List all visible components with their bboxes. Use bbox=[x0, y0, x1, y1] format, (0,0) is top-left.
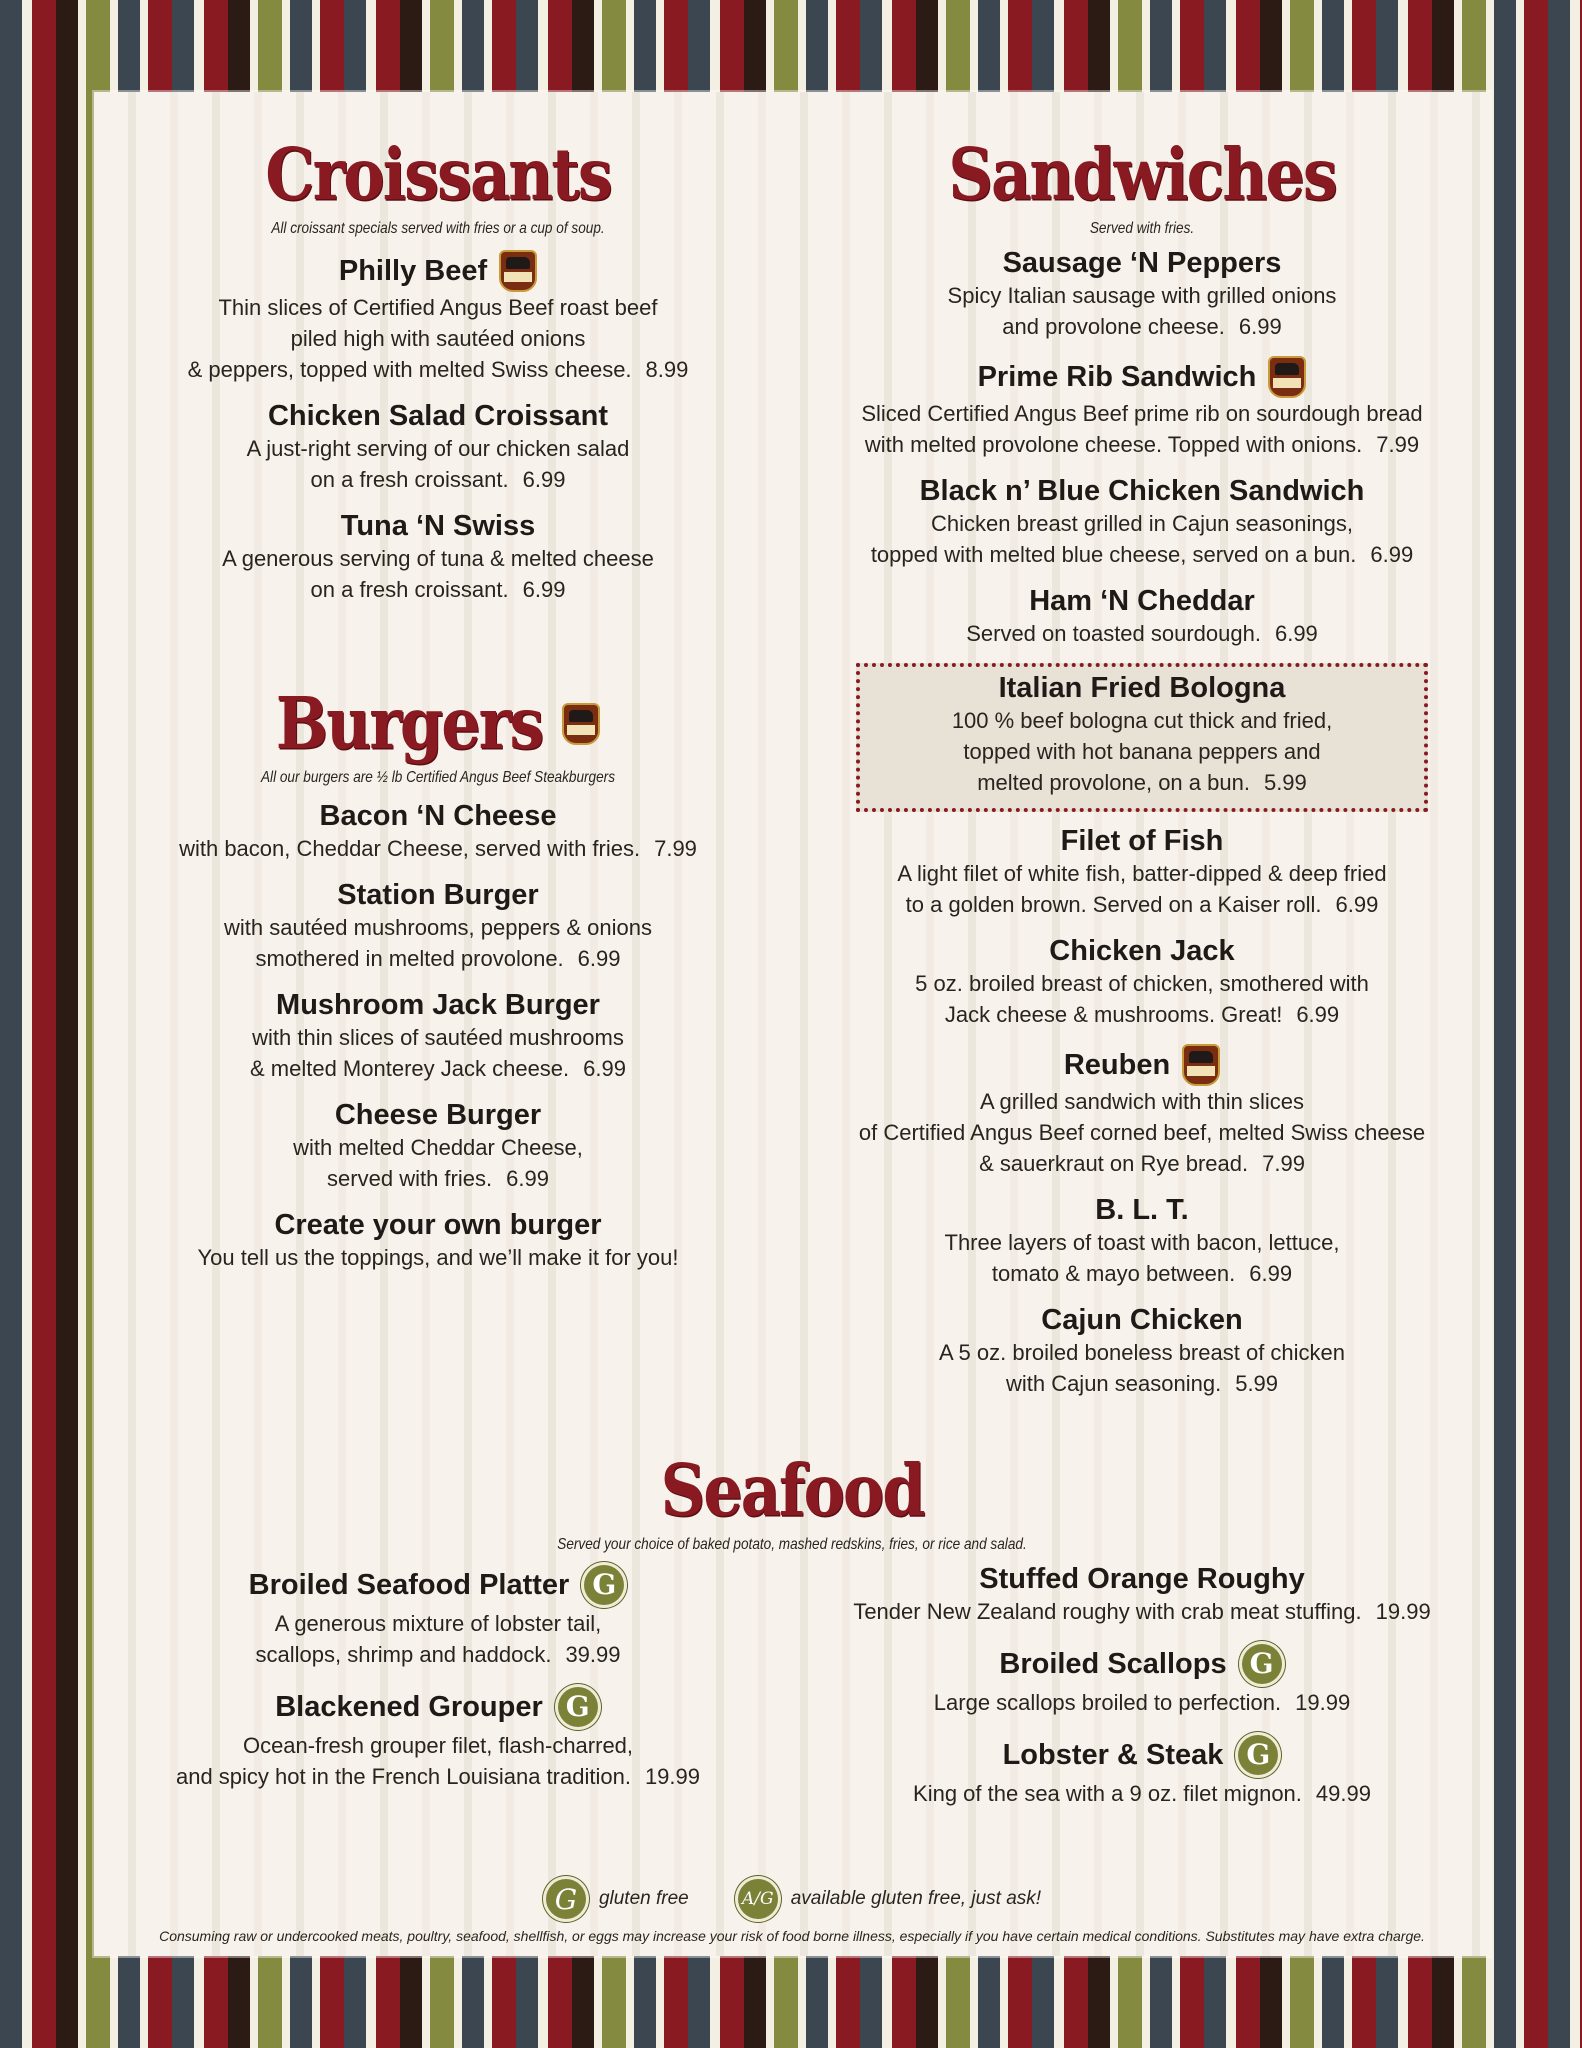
menu-item bbox=[804, 934, 1480, 1030]
item-name: Broiled Scallops bbox=[999, 1648, 1227, 1680]
seafood-right-column bbox=[804, 1562, 1480, 1823]
item-description: Spicy Italian sausage with grilled onions and provolone cheese. bbox=[947, 283, 1337, 339]
item-name: Cajun Chicken bbox=[1041, 1304, 1243, 1336]
menu-item bbox=[104, 1684, 772, 1792]
item-name: Ham ‘N Cheddar bbox=[1029, 585, 1255, 617]
item-name: Black n’ Blue Chicken Sandwich bbox=[919, 475, 1365, 507]
menu-item bbox=[104, 399, 772, 495]
available-gluten-free-label: available gluten free, just ask! bbox=[790, 1888, 1042, 1909]
certified-angus-beef-icon bbox=[1268, 356, 1306, 398]
item-description: 5 oz. broiled breast of chicken, smothered with Jack cheese & mushrooms. Great! bbox=[915, 971, 1369, 1027]
item-price: 8.99 bbox=[645, 357, 689, 382]
item-description: A 5 oz. broiled boneless breast of chicken with Cajun seasoning. bbox=[938, 1340, 1346, 1396]
seafood-note: Served your choice of baked potato, mashed redskins, fries, or rice and salad. bbox=[557, 1536, 1027, 1553]
item-name: Mushroom Jack Burger bbox=[276, 989, 600, 1021]
item-name: Create your own burger bbox=[274, 1209, 602, 1241]
legend bbox=[94, 1876, 1490, 1922]
item-price: 5.99 bbox=[1263, 770, 1307, 795]
menu-item bbox=[104, 1562, 772, 1670]
item-description: You tell us the toppings, and we’ll make it for you! bbox=[197, 1245, 679, 1270]
menu-item bbox=[104, 1208, 772, 1273]
item-description: with melted Cheddar Cheese, served with fries. bbox=[293, 1135, 583, 1191]
item-description: A generous serving of tuna & melted cheese on a fresh croissant. bbox=[222, 546, 654, 602]
croissants-note: All croissant specials served with fries or a cup of soup. bbox=[271, 220, 605, 237]
certified-angus-beef-icon bbox=[1182, 1044, 1220, 1086]
item-price: 6.99 bbox=[1296, 1002, 1340, 1027]
item-description: A just-right serving of our chicken salad on a fresh croissant. bbox=[246, 436, 630, 492]
sandwiches-note: Served with fries. bbox=[1089, 220, 1195, 237]
item-price: 6.99 bbox=[522, 577, 566, 602]
menu-item bbox=[804, 1044, 1480, 1179]
gluten-free-icon: G bbox=[555, 1684, 601, 1730]
item-name: Reuben bbox=[1063, 1049, 1171, 1081]
gluten-free-label: gluten free bbox=[598, 1888, 689, 1909]
menu-item bbox=[804, 356, 1480, 460]
certified-angus-beef-icon bbox=[562, 703, 600, 745]
seafood-header bbox=[94, 1448, 1490, 1566]
item-description: Chicken breast grilled in Cajun seasonings, topped with melted blue cheese, served on a bun. bbox=[870, 511, 1357, 567]
item-description: Tender New Zealand roughy with crab meat stuffing. bbox=[853, 1599, 1362, 1624]
menu-item bbox=[104, 1098, 772, 1194]
item-description: A light filet of white fish, batter-dipped & deep fried to a golden brown. Served on a Kaiser roll. bbox=[897, 861, 1387, 917]
menu-item bbox=[804, 1562, 1480, 1627]
menu-item bbox=[104, 799, 772, 864]
item-name: Sausage ‘N Peppers bbox=[1002, 247, 1282, 279]
gluten-free-icon: G bbox=[543, 1876, 589, 1922]
menu-item bbox=[804, 474, 1480, 570]
burgers-note: All our burgers are ½ lb Certified Angus Beef Steakburgers bbox=[260, 769, 616, 786]
menu-item bbox=[104, 250, 772, 385]
item-price: 6.99 bbox=[506, 1166, 549, 1191]
menu-item bbox=[104, 878, 772, 974]
item-description: King of the sea with a 9 oz. filet mignon. bbox=[913, 1781, 1302, 1806]
right-column bbox=[804, 132, 1480, 1413]
item-price: 6.99 bbox=[522, 467, 566, 492]
item-description: A grilled sandwich with thin slices of Certified Angus Beef corned beef, melted Swiss cheese & sauerkraut on Rye bread. bbox=[858, 1089, 1426, 1176]
item-description: with bacon, Cheddar Cheese, served with fries. bbox=[179, 836, 641, 861]
gluten-free-icon: G bbox=[1239, 1641, 1285, 1687]
item-description: with sautéed mushrooms, peppers & onions smothered in melted provolone. bbox=[223, 915, 652, 971]
item-description: Sliced Certified Angus Beef prime rib on sourdough bread with melted provolone cheese. Topped with onions. bbox=[861, 401, 1423, 457]
item-price: 6.99 bbox=[1370, 542, 1414, 567]
menu-item bbox=[804, 1641, 1480, 1718]
menu-item bbox=[104, 509, 772, 605]
item-price: 5.99 bbox=[1235, 1371, 1279, 1396]
item-description: A generous mixture of lobster tail, scallops, shrimp and haddock. bbox=[255, 1611, 602, 1667]
item-name: Chicken Jack bbox=[1049, 935, 1235, 967]
item-name: Filet of Fish bbox=[1060, 825, 1224, 857]
menu-item bbox=[804, 246, 1480, 342]
seafood-title: Seafood bbox=[660, 1448, 924, 1533]
burgers-title: Burgers bbox=[275, 681, 543, 766]
item-price: 6.99 bbox=[1335, 892, 1379, 917]
item-name: B. L. T. bbox=[1095, 1194, 1189, 1226]
item-name: Station Burger bbox=[337, 879, 539, 911]
available-gluten-free-icon: A/G bbox=[735, 1876, 781, 1922]
item-price: 49.99 bbox=[1315, 1781, 1371, 1806]
item-name: Bacon ‘N Cheese bbox=[319, 800, 557, 832]
item-price: 6.99 bbox=[1238, 314, 1282, 339]
item-price: 19.99 bbox=[644, 1764, 700, 1789]
item-name: Prime Rib Sandwich bbox=[977, 361, 1257, 393]
item-name: Blackened Grouper bbox=[275, 1691, 543, 1723]
menu-item bbox=[804, 824, 1480, 920]
left-column bbox=[104, 132, 772, 1287]
gluten-free-icon: G bbox=[581, 1562, 627, 1608]
sandwiches-title: Sandwiches bbox=[948, 132, 1336, 217]
item-name: Lobster & Steak bbox=[1002, 1739, 1224, 1771]
item-description: Ocean-fresh grouper filet, flash-charred, and spicy hot in the French Louisiana tradition. bbox=[175, 1733, 634, 1789]
menu-item bbox=[804, 1732, 1480, 1809]
certified-angus-beef-icon bbox=[499, 250, 537, 292]
featured-menu-item bbox=[856, 663, 1428, 812]
item-description: Three layers of toast with bacon, lettuce, tomato & mayo between. bbox=[944, 1230, 1340, 1286]
menu-item bbox=[804, 584, 1480, 649]
item-price: 39.99 bbox=[565, 1642, 621, 1667]
item-description: Served on toasted sourdough. bbox=[966, 621, 1261, 646]
item-price: 19.99 bbox=[1375, 1599, 1431, 1624]
menu-item bbox=[104, 988, 772, 1084]
item-price: 7.99 bbox=[654, 836, 697, 861]
item-name: Cheese Burger bbox=[334, 1099, 542, 1131]
disclaimer: Consuming raw or undercooked meats, poultry, seafood, shellfish, or eggs may increase your risk of food borne illness, especially if you have certain medical conditions. Substitutes may have extra charge. bbox=[159, 1928, 1425, 1944]
item-description: Large scallops broiled to perfection. bbox=[933, 1690, 1282, 1715]
item-price: 7.99 bbox=[1376, 432, 1420, 457]
item-price: 6.99 bbox=[1274, 621, 1318, 646]
item-price: 19.99 bbox=[1295, 1690, 1351, 1715]
menu-panel bbox=[94, 92, 1490, 1956]
item-name: Chicken Salad Croissant bbox=[267, 400, 609, 432]
item-description: 100 % beef bologna cut thick and fried, topped with hot banana peppers and melted provolone, on a bun. bbox=[951, 708, 1333, 795]
croissants-title: Croissants bbox=[265, 132, 611, 217]
menu-item bbox=[804, 1193, 1480, 1289]
item-name: Italian Fried Bologna bbox=[998, 672, 1286, 704]
item-description: with thin slices of sautéed mushrooms & melted Monterey Jack cheese. bbox=[250, 1025, 624, 1081]
menu-item bbox=[804, 1303, 1480, 1399]
item-description: Thin slices of Certified Angus Beef roast beef piled high with sautéed onions & peppers, topped with melted Swiss cheese. bbox=[187, 295, 658, 382]
item-name: Stuffed Orange Roughy bbox=[979, 1563, 1305, 1595]
burgers-header bbox=[104, 681, 772, 766]
item-price: 6.99 bbox=[1249, 1261, 1293, 1286]
item-name: Tuna ‘N Swiss bbox=[340, 510, 536, 542]
seafood-left-column bbox=[104, 1562, 772, 1806]
item-name: Broiled Seafood Platter bbox=[248, 1569, 570, 1601]
item-name: Philly Beef bbox=[338, 255, 488, 287]
gluten-free-icon: G bbox=[1235, 1732, 1281, 1778]
item-price: 6.99 bbox=[577, 946, 621, 971]
item-price: 6.99 bbox=[583, 1056, 626, 1081]
item-price: 7.99 bbox=[1262, 1151, 1305, 1176]
